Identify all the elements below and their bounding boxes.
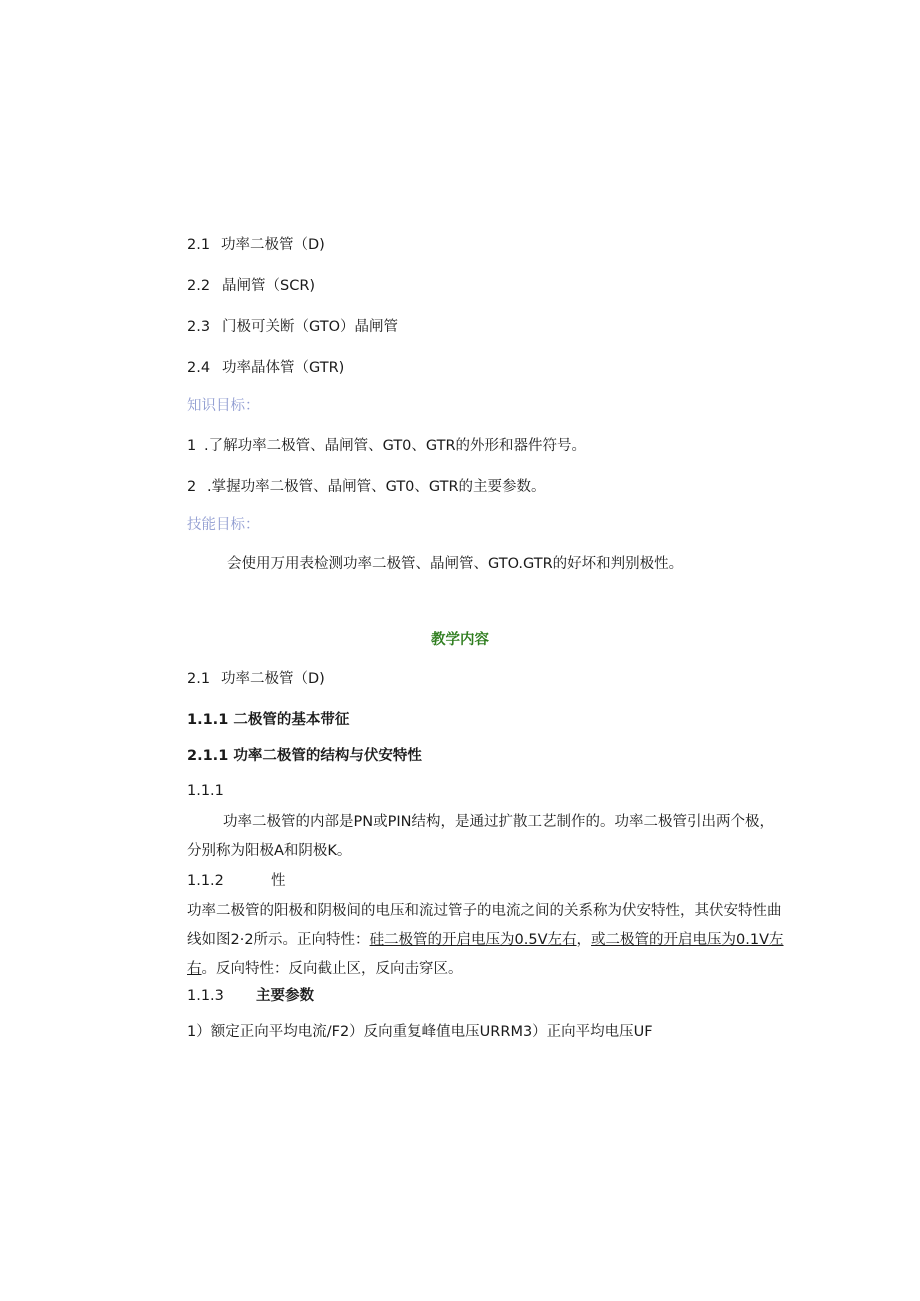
outline-item [187,276,315,296]
section-heading [187,669,325,689]
outline-item [187,235,325,255]
knowledge-number: 1 [187,438,197,454]
skill-text: 会使用万用表检测功率二极管、晶闸管、GTO.GTR的好坏和判别极性。 [227,556,684,572]
knowledge-label: 知识目标： [187,398,260,414]
subsection-number: 1.1.3 [187,988,224,1004]
params-line: 1）额定正向平均电流/F2）反向重复峰值电压URRM3）正向平均电压UF [187,1024,653,1040]
knowledge-text: .了解功率二极管、晶闸管、GT0、GTR的外形和器件符号。 [204,438,587,454]
underlined-text: 硅二极管的开启电压为0.5V左右 [369,932,577,948]
content-heading: 教学内容 [431,632,489,648]
subsection-title: 性 [271,873,286,889]
subsection-number: 1.1.1 [187,783,224,799]
outline-number: 2.3 [187,319,211,335]
underlined-text: 或二极管的开启电压为0.1V左右 [187,932,784,977]
skill-label: 技能目标： [187,517,260,533]
subsection-heading: 2.1.1 功率二极管的结构与伏安特性 [187,748,422,764]
iv-text: 功率二极管的阳极和阴极间的电压和流过管子的电流之间的关系称为伏安特性，其伏安特性曲线如图2·2所示。正向特性： [187,903,782,948]
subsection-heading: 1.1.1 二极管的基本带征 [187,712,350,728]
outline-number: 2.1 [187,237,211,253]
iv-text: ， [576,932,592,948]
structure-paragraph: 功率二极管的内部是PN或PIN结构，是通过扩散工艺制作的。功率二极管引出两个极，分别称为阳极A和阴极K。 [187,814,774,859]
knowledge-item [187,436,586,456]
knowledge-item [187,477,546,497]
outline-item [187,358,344,378]
outline-title: 功率晶体管（GTR) [222,360,345,376]
iv-paragraph [187,897,787,984]
section-number: 2.1 [187,671,211,687]
iv-text: 。反向特性：反向截止区，反向击穿区。 [201,961,463,977]
subsection-heading [187,986,314,1006]
outline-title: 功率二极管（D) [221,237,325,253]
outline-title: 晶闸管（SCR) [222,278,316,294]
outline-title: 门极可关断（GTO）晶闸管 [222,319,398,335]
outline-item [187,317,398,337]
outline-number: 2.2 [187,278,211,294]
section-title: 功率二极管（D) [221,671,325,687]
outline-number: 2.4 [187,360,211,376]
knowledge-number: 2 [187,479,197,495]
subsection-number: 1.1.2 [187,873,224,889]
subsection-heading [187,871,286,891]
subsection-title: 主要参数 [256,988,314,1004]
knowledge-text: .掌握功率二极管、晶闸管、GT0、GTR的主要参数。 [207,479,546,495]
